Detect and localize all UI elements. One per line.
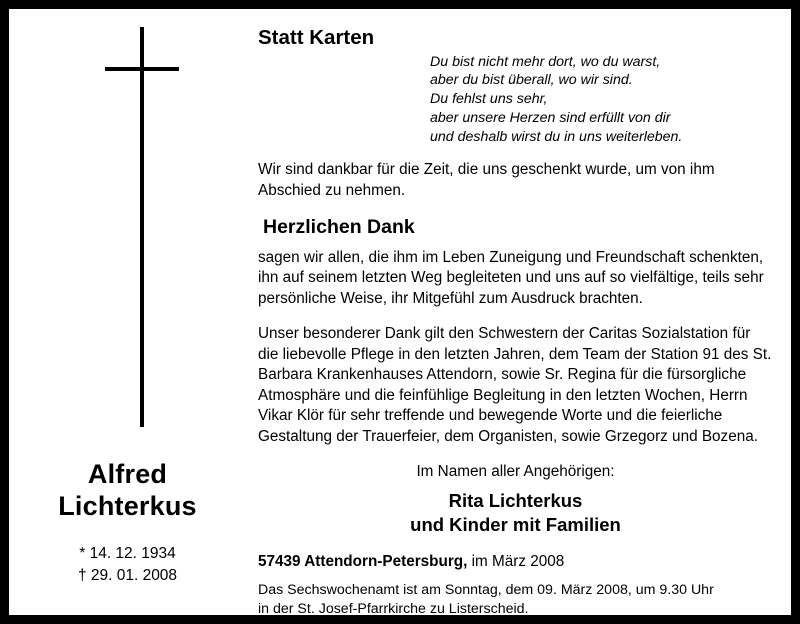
address-line xyxy=(258,552,773,572)
service-notice-line: in der St. Josef-Pfarrkirche zu Listerscheid. xyxy=(258,601,529,615)
poem-line: aber du bist überall, wo wir sind. xyxy=(430,72,633,89)
right-column xyxy=(246,9,791,615)
address-place: 57439 Attendorn-Petersburg, xyxy=(258,552,468,570)
cross-horizontal-bar xyxy=(105,67,179,71)
deceased-last-name: Lichterkus xyxy=(58,490,197,521)
heading-statt-karten: Statt Karten xyxy=(258,26,375,49)
special-thanks-paragraph: Unser besonderer Dank gilt den Schwestern der Caritas Sozialstation für die liebevolle Pflege in den letzten Jahren, dem Team der Station 91 des St. Barbara Krankenhauses Attendorn, sowie Sr. Regina für die fürsorgliche Atmosphäre und die feinfühlige Begleitung in den letzten Wochen, Herrn Vikar Klör für sehr treffende und bewegende Worte und die feierliche Gestaltung der Trauerfeier, dem Organisten, sowie Grzegorz und Bozena. xyxy=(258,325,772,445)
heading-herzlichen-dank: Herzlichen Dank xyxy=(263,216,415,239)
family-line: und Kinder mit Familien xyxy=(410,514,621,536)
poem-line: aber unsere Herzen sind erfüllt von dir xyxy=(430,109,671,126)
intro-paragraph: Wir sind dankbar für die Zeit, die uns geschenkt wurde, um von ihm Abschied zu nehmen. xyxy=(258,161,715,199)
deceased-name xyxy=(9,459,246,523)
poem-block xyxy=(430,53,773,147)
cross-icon xyxy=(9,9,246,429)
in-name-of-line: Im Namen aller Angehörigen: xyxy=(416,462,615,480)
poem-line: Du bist nicht mehr dort, wo du warst, xyxy=(430,53,661,70)
service-notice xyxy=(258,581,773,615)
left-column xyxy=(9,9,246,615)
obituary-card xyxy=(9,9,791,615)
death-date: † 29. 01. 2008 xyxy=(77,567,178,585)
poem-line: Du fehlst uns sehr, xyxy=(430,91,548,108)
family-line: Rita Lichterkus xyxy=(448,490,583,512)
family-signature xyxy=(258,489,773,536)
cross-vertical-bar xyxy=(140,27,144,427)
address-date: im März 2008 xyxy=(467,552,565,570)
poem-line: und deshalb wirst du in uns weiterleben. xyxy=(430,128,683,145)
life-dates xyxy=(9,543,246,588)
birth-date: * 14. 12. 1934 xyxy=(79,545,176,562)
service-notice-line: Das Sechswochenamt ist am Sonntag, dem 09. März 2008, um 9.30 Uhr xyxy=(258,582,714,599)
thanks-paragraph: sagen wir allen, die ihm im Leben Zuneigung und Freundschaft schenkten, ihn auf seinem letzten Weg begleiteten und uns auf so vielfältige, teils sehr persönliche Weise, ihr Mitgefühl zum Ausdruck brachten. xyxy=(258,248,764,307)
deceased-first-name: Alfred xyxy=(87,459,168,489)
